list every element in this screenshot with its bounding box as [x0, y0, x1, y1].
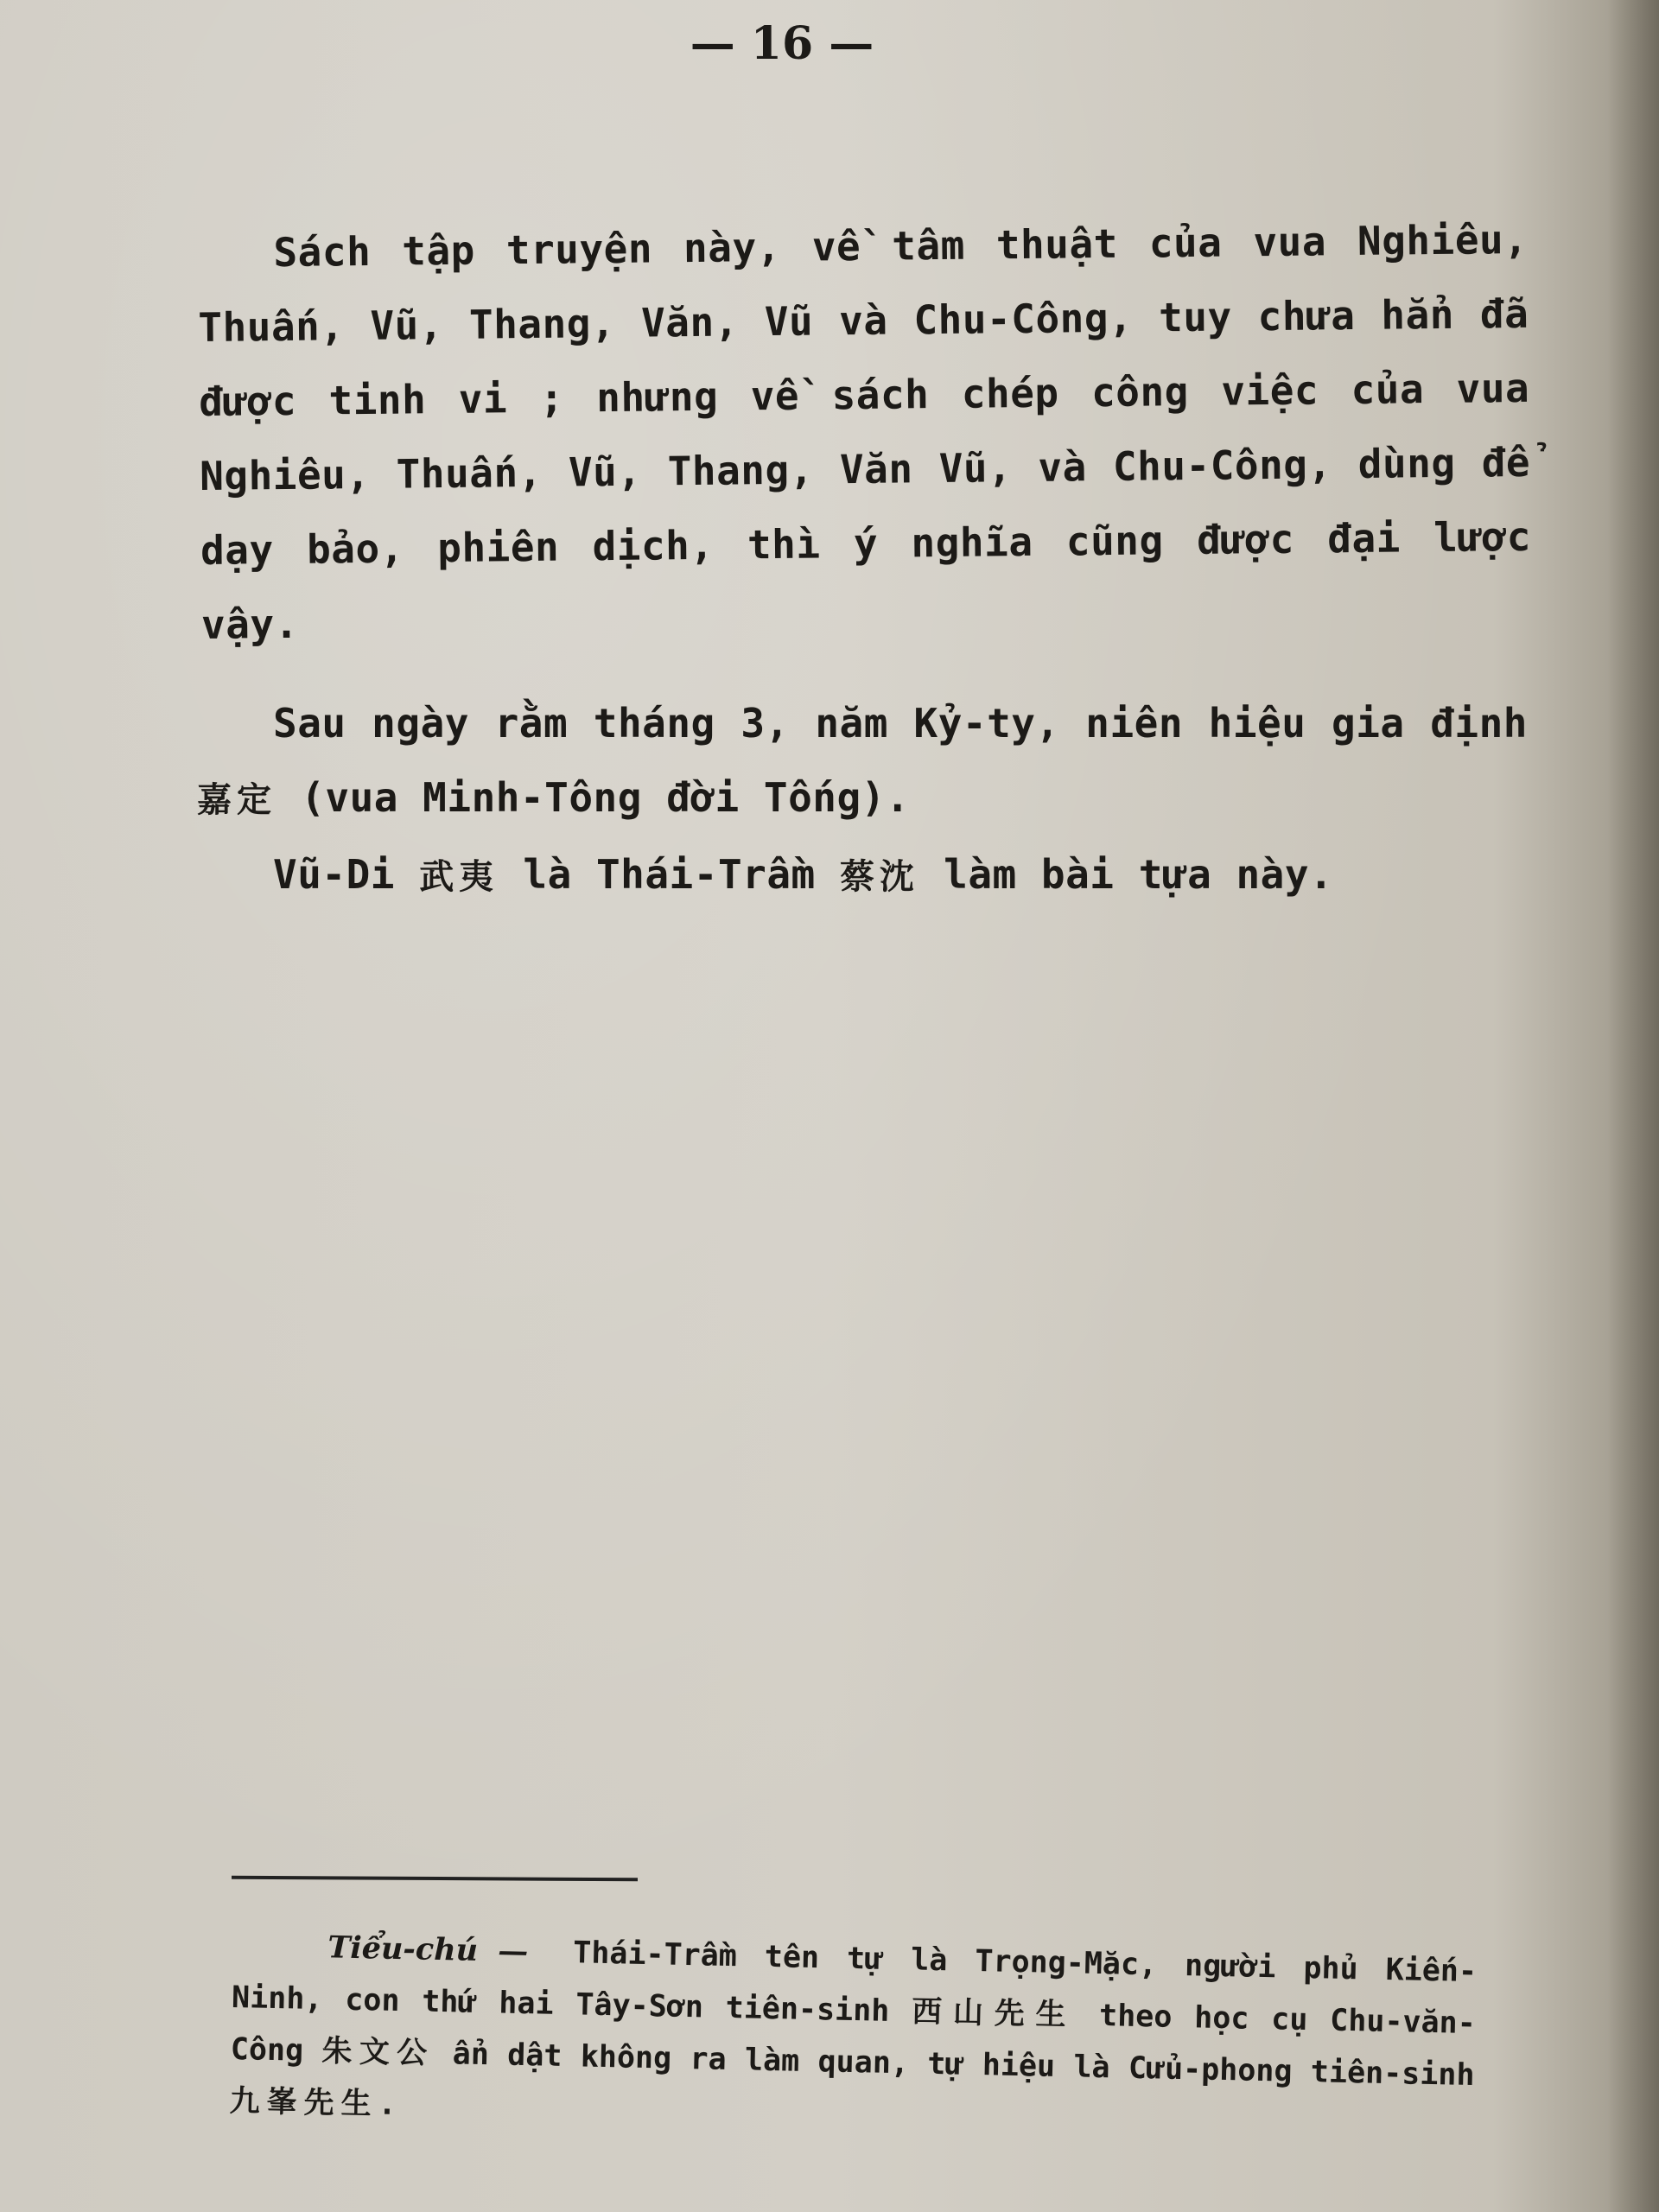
paragraph-2-han: 嘉定 [197, 780, 276, 820]
footnote-text-b: theo học cụ Chu-văn-Công [230, 1999, 1477, 2069]
footnote-text-c: ẩn dật không ra làm quan, tự hiệu là Cửu-phong tiên-sinh [452, 2037, 1475, 2094]
paragraph-2-text-b: (vua Minh-Tông đời Tống). [301, 774, 911, 821]
paragraph-1: Sách tập truyện này, về tâm thuật của vua Nghiêu, Thuấn, Vũ, Thang, Văn, Vũ và Chu-Công, tuy chưa hẳn đã được tinh vi ; nhưng về sách chép công việc của vua Nghiêu, Thuấn, Vũ, Thang, Văn Vũ, và Chu-Công, dùng để dạy bảo, phiên dịch, thì ý nghĩa cũng được đại lược vậy. [198, 215, 1532, 648]
page-number: — 16 — [690, 17, 874, 70]
paragraph-3-text-b: là Thái-Trầm [523, 851, 816, 898]
footnote [229, 1920, 1478, 2153]
paragraph-3-text-c: làm bài tựa này. [944, 851, 1334, 898]
paragraph-2-text-a: Sau ngày rằm tháng 3, năm Kỷ-ty, niên hiệu gia định [273, 700, 1528, 747]
footnote-han-c: 九峯先生 [229, 2083, 378, 2122]
footnote-han-a: 西山先生 [911, 1994, 1077, 2033]
footnote-divider [232, 1876, 638, 1881]
paragraph-3-han-2: 蔡沈 [839, 857, 919, 897]
footnote-text-d: . [378, 2087, 397, 2122]
page-edge-shadow [1607, 0, 1659, 2212]
footnote-text-a: Thái-Trầm tên tự là Trọng-Mặc, người phủ Kiến-Ninh, con thứ hai Tây-Sơn tiên-sinh [231, 1936, 1478, 2029]
paragraph-2 [197, 686, 1528, 837]
footnote-label: Tiểu-chú — [327, 1929, 529, 1970]
main-text [197, 215, 1532, 914]
paragraph-3-text-a: Vũ-Di [273, 851, 395, 898]
paragraph-3 [197, 837, 1528, 914]
paragraph-3-han-1: 武夷 [419, 857, 499, 897]
footnote-han-b: 朱文公 [321, 2034, 435, 2071]
